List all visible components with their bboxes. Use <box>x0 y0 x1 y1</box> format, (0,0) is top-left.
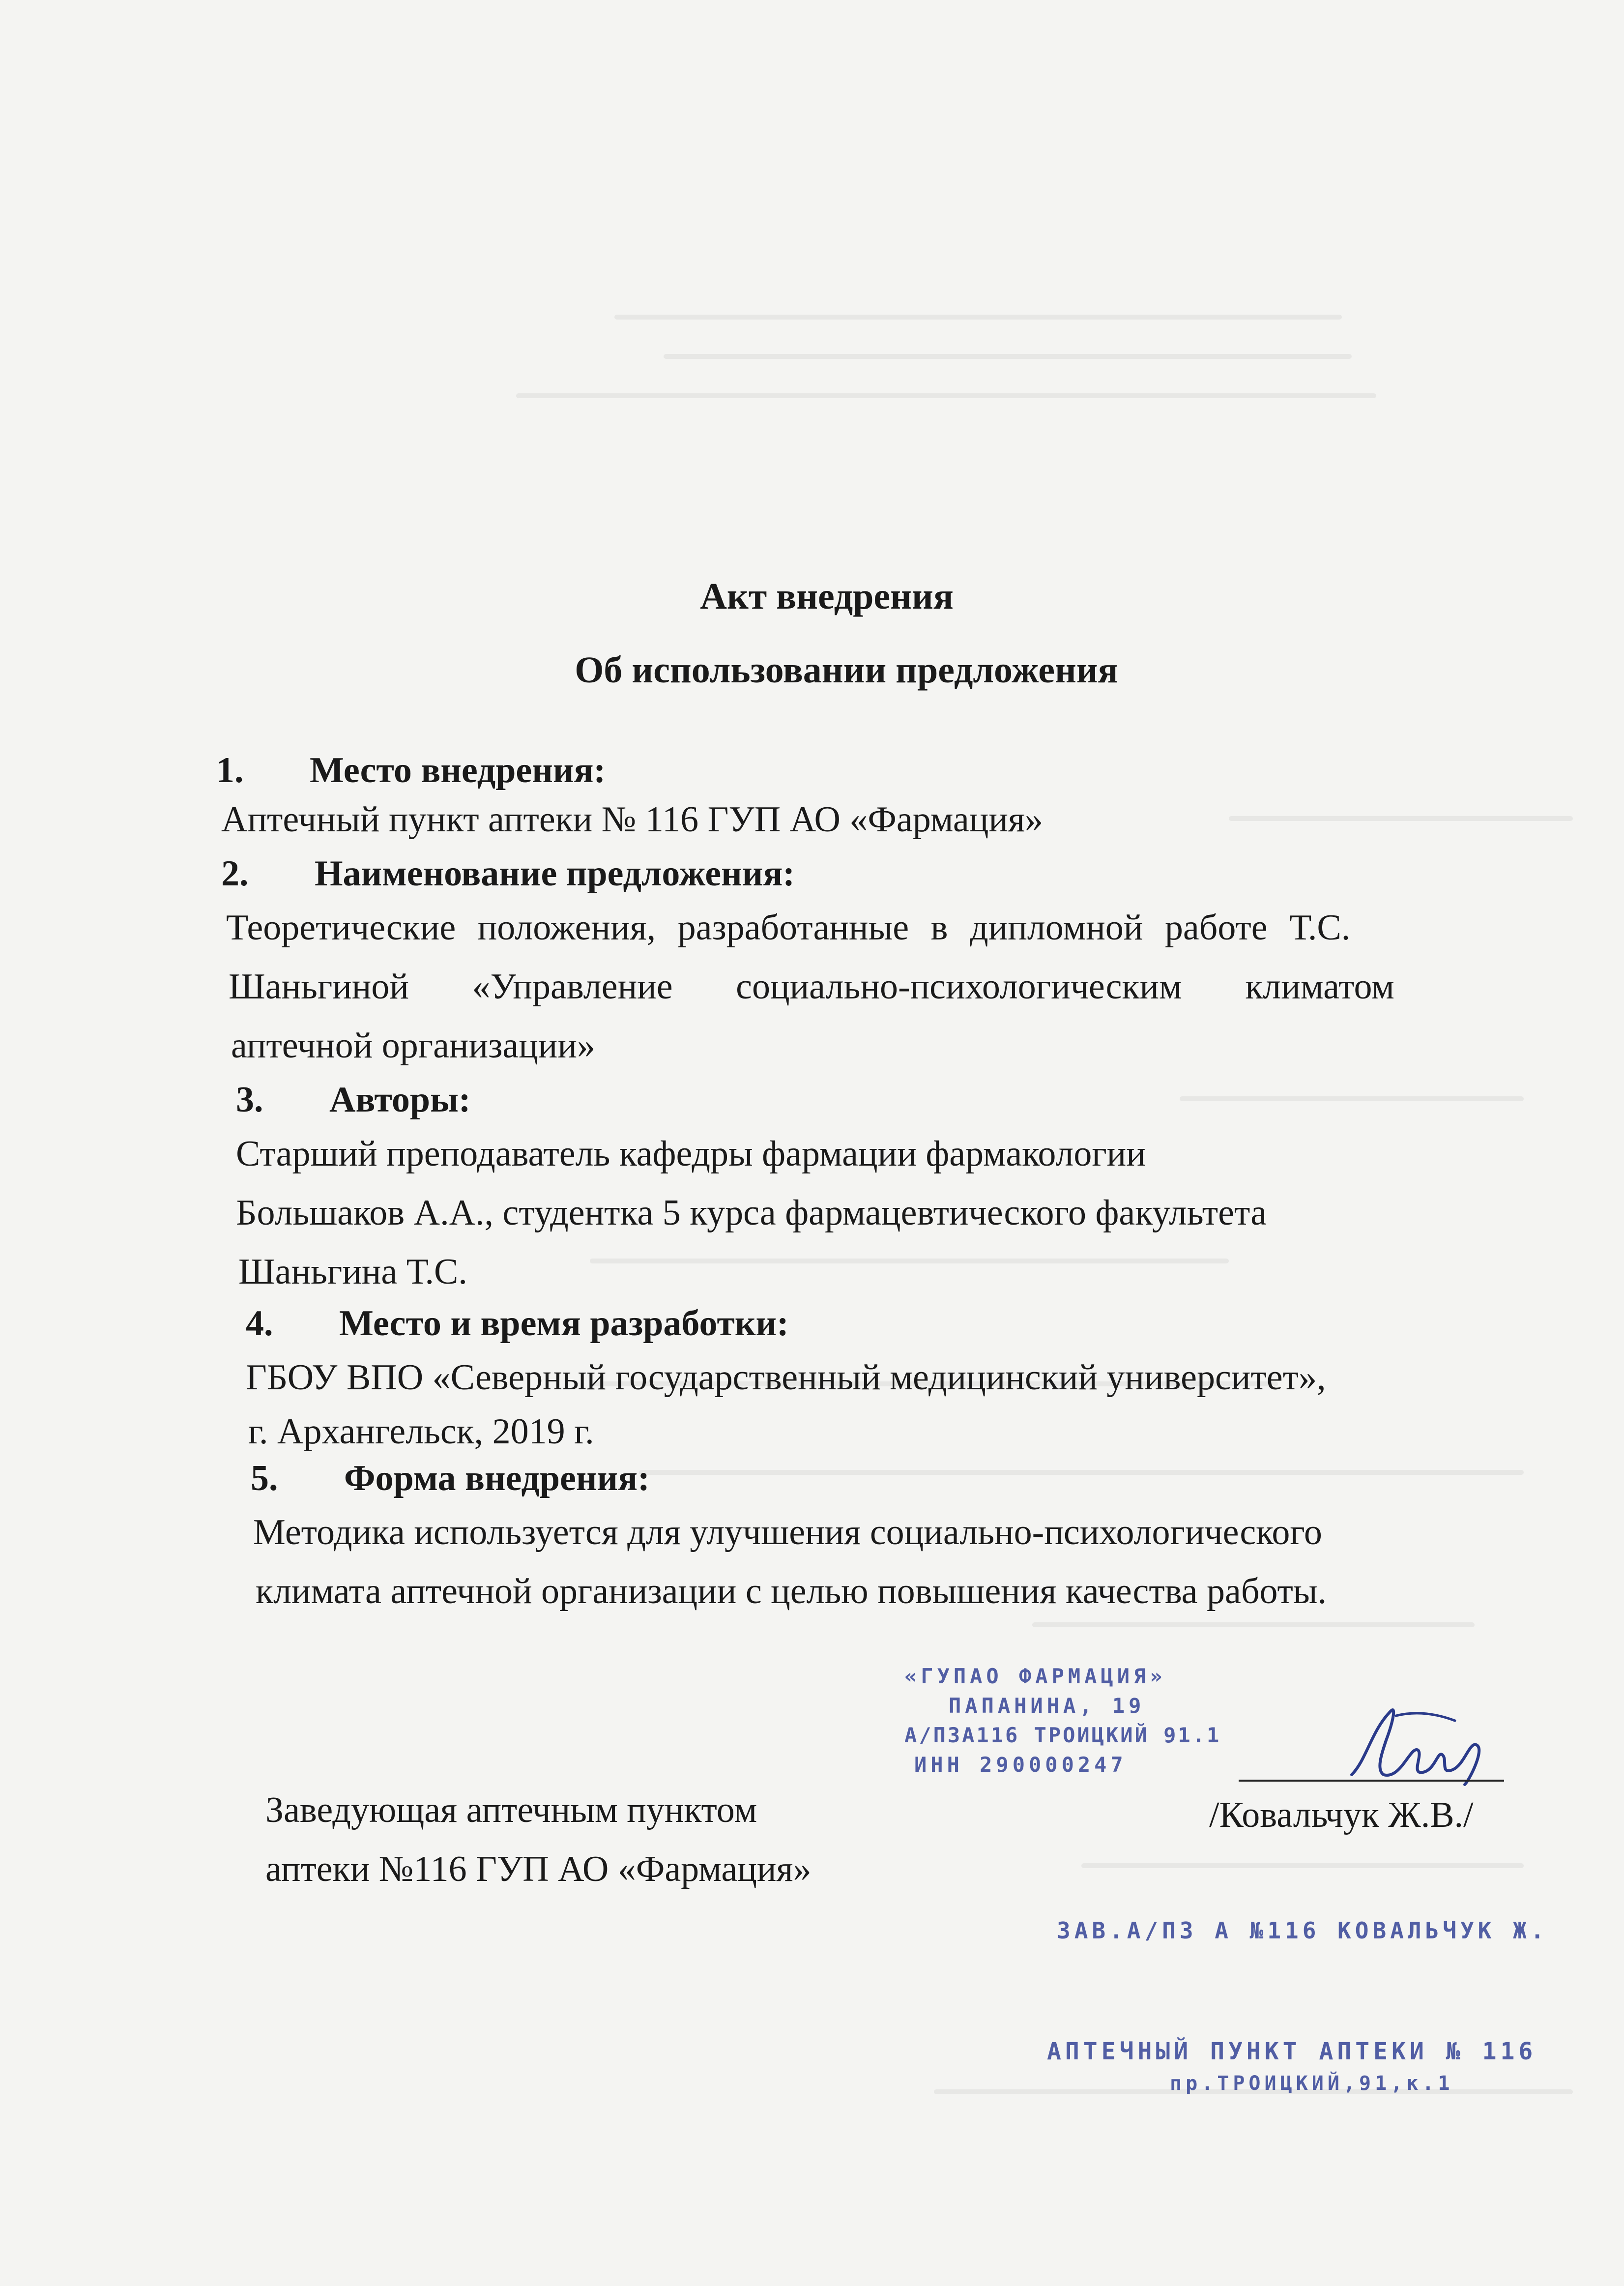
org-stamp-line: «ГУПАО ФАРМАЦИЯ» <box>904 1664 1166 1688</box>
section-number: 3. <box>236 1080 263 1120</box>
signatory-position-line-1: Заведующая аптечным пунктом <box>265 1790 757 1830</box>
head-stamp: ЗАВ.А/ПЗ А №116 КОВАЛЬЧУК Ж. <box>1057 1917 1548 1944</box>
section-heading-text: Форма внедрения: <box>344 1458 650 1498</box>
section-5-heading <box>251 1458 650 1499</box>
section-heading-text: Место и время разработки: <box>339 1303 789 1344</box>
section-5-line-2: климата аптечной организации с целью повышения качества работы. <box>256 1571 1327 1612</box>
signatory-position-line-2: аптеки №116 ГУП АО «Фармация» <box>265 1849 812 1889</box>
section-heading-text: Наименование предложения: <box>315 853 795 894</box>
document-subtitle: Об использовании предложения <box>575 649 1118 691</box>
section-heading-text: Место внедрения: <box>310 750 606 791</box>
section-1-line-1: Аптечный пункт аптеки № 116 ГУП АО «Фармация» <box>221 799 1044 840</box>
section-2-line-3: аптечной организации» <box>231 1026 596 1066</box>
section-heading-text: Авторы: <box>329 1080 471 1120</box>
section-number: 2. <box>221 853 249 894</box>
pharmacy-stamp-line: пр.ТРОИЦКИЙ,91,к.1 <box>1170 2072 1454 2095</box>
org-stamp-line: ИНН 290000247 <box>914 1753 1127 1777</box>
signature-line <box>1239 1780 1504 1782</box>
section-3-line-3: Шаньгина Т.С. <box>238 1252 467 1292</box>
section-4-line-2: г. Архангельск, 2019 г. <box>248 1411 594 1452</box>
section-number: 1. <box>216 750 244 791</box>
org-stamp-line: А/ПЗА116 ТРОИЦКИЙ 91.1 <box>904 1723 1221 1747</box>
signatory-name: /Ковальчук Ж.В./ <box>1209 1795 1474 1835</box>
pharmacy-stamp-line: АПТЕЧНЫЙ ПУНКТ АПТЕКИ № 116 <box>1047 2038 1537 2065</box>
document-title: Акт внедрения <box>700 576 954 617</box>
section-3-line-1: Старший преподаватель кафедры фармации фармакологии <box>236 1134 1146 1174</box>
signature-image <box>1337 1701 1514 1789</box>
section-4-heading <box>246 1303 789 1345</box>
section-number: 4. <box>246 1303 273 1344</box>
section-4-line-1: ГБОУ ВПО «Северный государственный медицинский университет», <box>246 1357 1326 1398</box>
signature-stroke <box>1352 1710 1479 1785</box>
section-1-heading <box>216 750 606 791</box>
section-5-line-1: Методика используется для улучшения социально-психологического <box>253 1512 1322 1553</box>
org-stamp-line: ПАПАНИНА, 19 <box>949 1694 1145 1718</box>
section-2-line-1: Теоретические положения, разработанные в дипломной работе Т.С. <box>226 908 1351 948</box>
signature-stroke <box>1396 1713 1455 1721</box>
section-3-line-2: Большаков А.А., студентка 5 курса фармацевтического факультета <box>236 1193 1267 1233</box>
section-3-heading <box>236 1079 471 1121</box>
section-number: 5. <box>251 1458 278 1498</box>
section-2-line-2: Шаньгиной «Управление социально-психологическим климатом <box>229 967 1394 1007</box>
section-2-heading <box>221 853 795 895</box>
